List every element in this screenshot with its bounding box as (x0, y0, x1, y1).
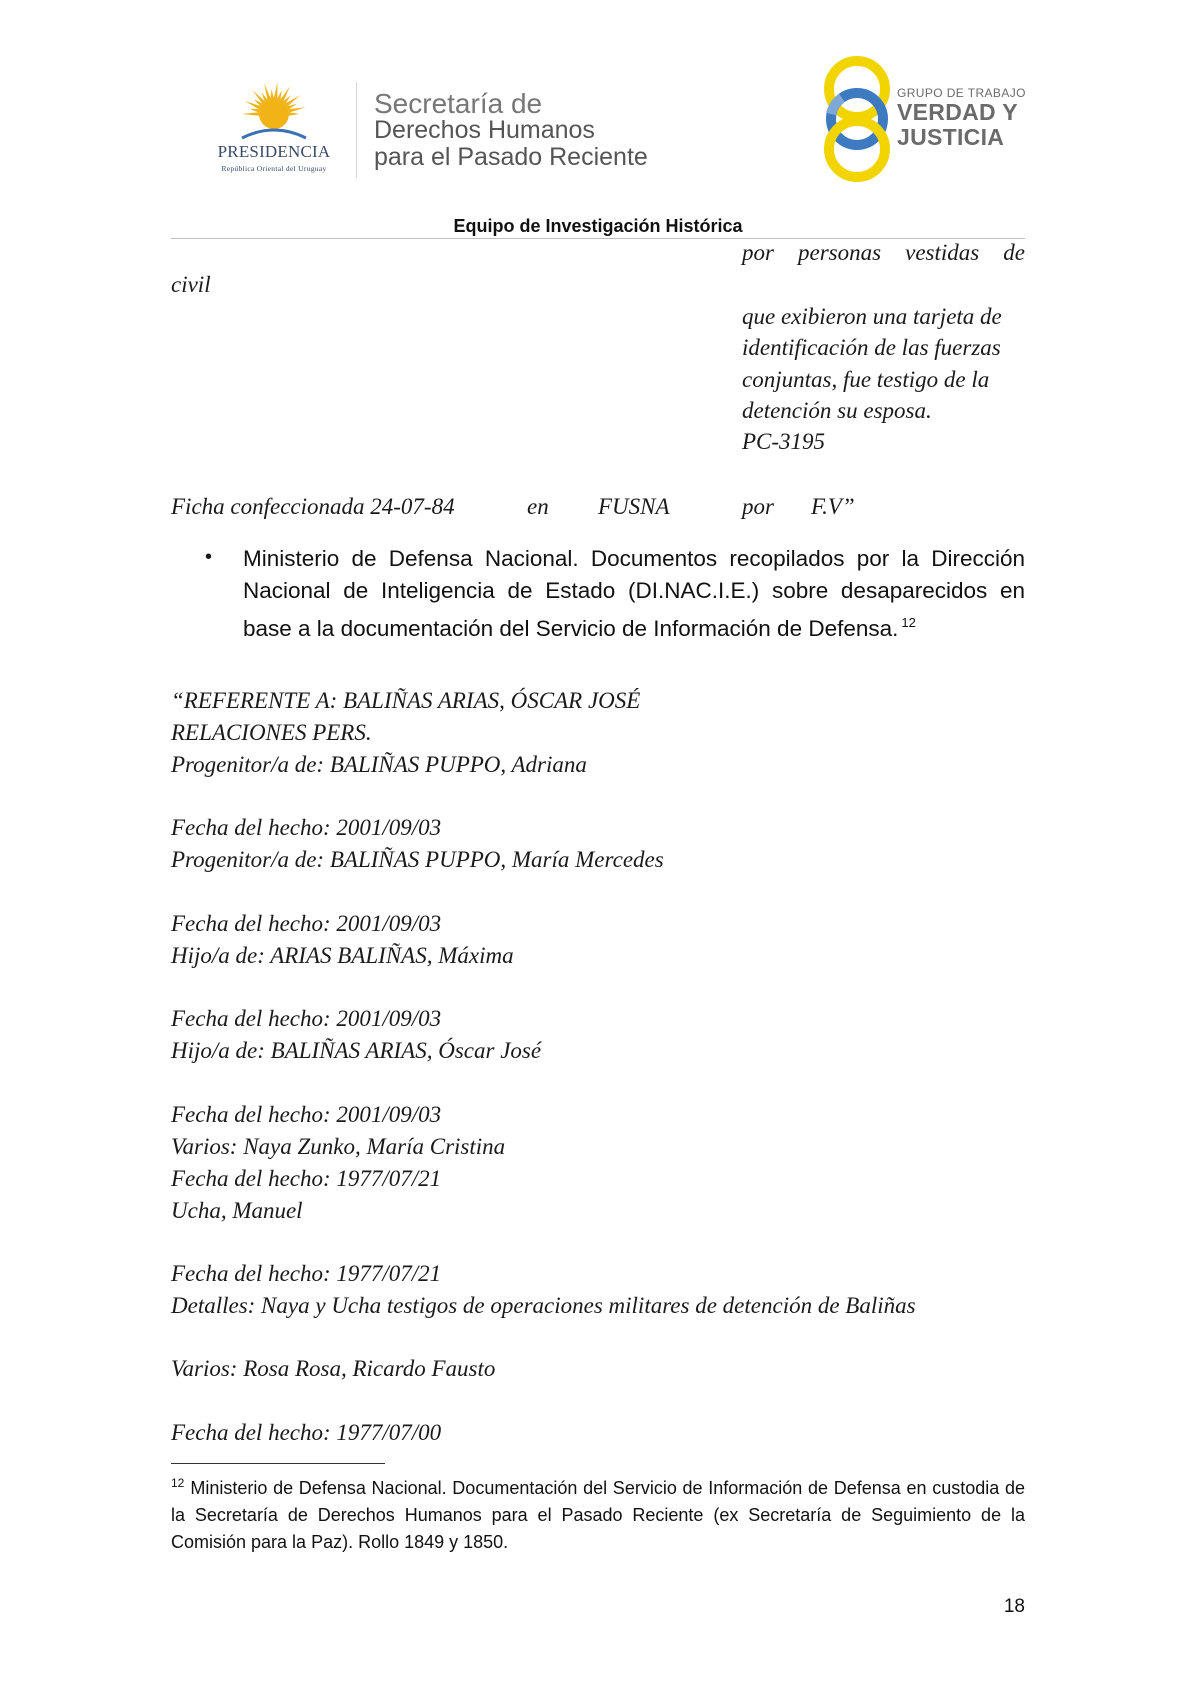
verdad-y-justicia-logo (820, 54, 1030, 184)
record-line: Fecha del hecho: 1977/07/21 (171, 1166, 442, 1191)
table-word: vestidas (905, 240, 980, 265)
table-right-line: identificación de las fuerzas (742, 335, 1001, 360)
table-right-line: detención su esposa. (742, 398, 932, 423)
table-right-line: PC-3195 (742, 429, 826, 454)
vyj-title-line-1: VERDAD Y (897, 99, 1018, 125)
record-line: Fecha del hecho: 2001/09/03 (171, 815, 442, 840)
team-title: Equipo de Investigación Histórica (453, 216, 743, 236)
record-line: Fecha del hecho: 1977/07/21 (171, 1261, 442, 1286)
table-word: por (742, 240, 774, 265)
record-line: Detalles: Naya y Ucha testigos de operaciones militares de detención de Baliñas (171, 1293, 916, 1318)
record-line: Progenitor/a de: BALIÑAS PUPPO, Adriana (171, 752, 587, 777)
table-word: de (1003, 240, 1025, 265)
secretaria-logo-text (374, 90, 648, 171)
record-line: Varios: Rosa Rosa, Ricardo Fausto (171, 1356, 496, 1381)
ficha-cell-5: F.V” (811, 494, 855, 519)
record-line: “REFERENTE A: BALIÑAS ARIAS, ÓSCAR JOSÉ (171, 688, 641, 713)
secretaria-line-1: Secretaría de (374, 88, 543, 119)
ficha-cell-1: Ficha confeccionada 24-07-84 (171, 494, 455, 519)
footnote-rule (171, 1463, 385, 1464)
vyj-subtitle: GRUPO DE TRABAJO (897, 86, 1026, 100)
secretaria-line-3: para el Pasado Reciente (374, 143, 648, 171)
footnote-text: Ministerio de Defensa Nacional. Documentación del Servicio de Información de Defensa en custodia de la Secretaría de Derechos Humanos para el Pasado Reciente (ex Secretaría de Seguimiento de la Comisión para la Paz). Rollo 1849 y 1850. (171, 1478, 1025, 1552)
page-number: 18 (1003, 1596, 1025, 1617)
header-divider (356, 82, 357, 178)
record-line: Hijo/a de: ARIAS BALIÑAS, Máxima (171, 943, 514, 968)
presidencia-logo (198, 78, 350, 178)
record-line: Fecha del hecho: 2001/09/03 (171, 1102, 442, 1127)
ficha-cell-2: en (527, 494, 549, 519)
footnote-number: 12 (171, 1476, 185, 1490)
ficha-cell-3: FUSNA (598, 494, 670, 519)
presidencia-subtitle: República Oriental del Uruguay (221, 164, 327, 173)
sun-icon (228, 78, 320, 140)
record-line: Fecha del hecho: 1977/07/00 (171, 1420, 442, 1445)
table-right-line: conjuntas, fue testigo de la (742, 367, 990, 392)
footnote (171, 1470, 1025, 1556)
table-left-cell: civil (171, 272, 211, 297)
ficha-cell-4: por (742, 494, 774, 519)
bullet-text: Ministerio de Defensa Nacional. Documentos recopilados por la Dirección Nacional de Inteligencia de Estado (DI.NAC.I.E.) sobre desaparecidos en base a la documentación del Servicio de Información de Defensa. (243, 546, 1025, 641)
footnote-ref[interactable]: 12 (901, 615, 916, 630)
interlocking-rings-icon (820, 54, 894, 184)
record-line: Fecha del hecho: 2001/09/03 (171, 911, 442, 936)
record-line: Progenitor/a de: BALIÑAS PUPPO, María Mercedes (171, 847, 664, 872)
record-line: Varios: Naya Zunko, María Cristina (171, 1134, 506, 1159)
record-line: Ucha, Manuel (171, 1198, 303, 1223)
secretaria-line-2: Derechos Humanos (374, 116, 595, 144)
bullet-icon: • (205, 546, 213, 568)
record-line: Fecha del hecho: 2001/09/03 (171, 1006, 442, 1031)
bullet-paragraph (243, 543, 1025, 645)
presidencia-wordmark: PRESIDENCIA (217, 142, 331, 161)
table-word: personas (798, 240, 882, 265)
header-rule (171, 238, 1025, 239)
table-right-line: que exibieron una tarjeta de (742, 304, 1002, 329)
record-line: RELACIONES PERS. (171, 720, 372, 745)
vyj-title-line-2: JUSTICIA (897, 124, 1005, 150)
record-line: Hijo/a de: BALIÑAS ARIAS, Óscar José (171, 1038, 542, 1063)
table-right-row-1 (742, 240, 1025, 266)
